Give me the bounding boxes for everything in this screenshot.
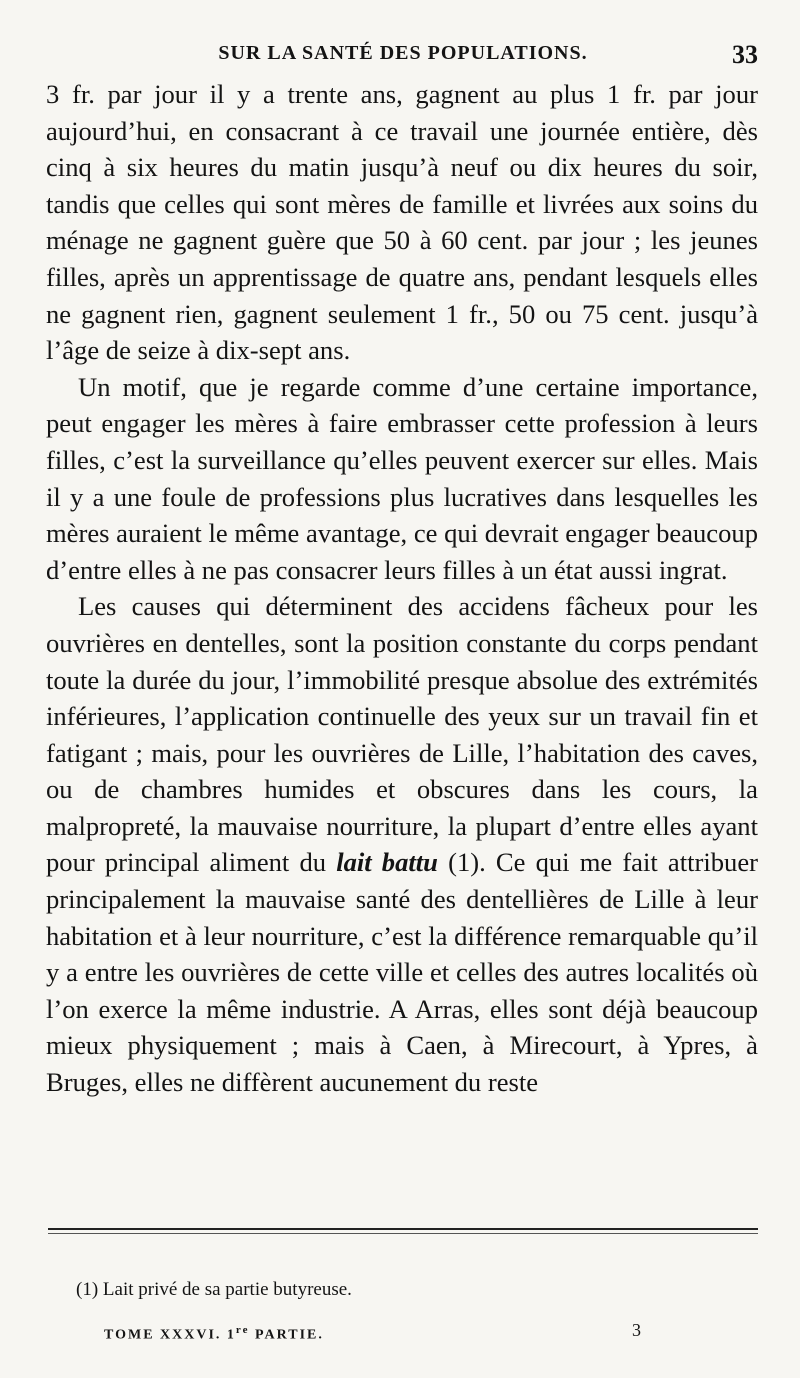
footnote: (1) Lait privé de sa partie butyreuse. [76, 1279, 352, 1300]
signature-part-label: PARTIE. [255, 1327, 324, 1343]
page-number: 33 [732, 40, 758, 69]
running-title: SUR LA SANTÉ DES POPULATIONS. [218, 42, 588, 64]
paragraph-3-after: (1). Ce qui me fait attribuer principalement la mauvaise santé des dentellières de Lille à leur habitation et à leur nourriture, c’est la différence remarquable qu’il y a entre les ouvrières de cette ville et celles des autres localités où l’on exerce la même industrie. A Arras, elles sont déjà beaucoup mieux physiquement ; mais à Caen, à Mirecourt, à Ypres, à Bruges, elles ne diffèrent aucunement du reste [46, 847, 758, 1098]
signature-part-sup: re [235, 1324, 250, 1336]
paragraph-2: Un motif, que je regarde comme d’une certaine importance, peut engager les mères à faire embrasser cette profession à leurs filles, c’est la surveillance qu’elles peuvent exercer sur elles. Mais il y a une foule de professions plus lucratives dans lesquelles les mères auraient le même avantage, ce qui devrait engager beaucoup d’entre elles à ne pas consacrer leurs filles à un état aussi ingrat. [46, 371, 758, 585]
signature-line [104, 1324, 324, 1344]
signature-part-number: 1 [226, 1327, 236, 1343]
signature-tome: TOME XXXVI. [104, 1327, 222, 1343]
paragraph-3 [46, 588, 758, 1100]
emphasis-lait-battu: lait battu [336, 847, 438, 878]
paragraph-3-before: Les causes qui déterminent des accidens fâcheux pour les ouvrières en dentelles, sont la position constante du corps pendant toute la durée du jour, l’immobilité presque absolue des extrémités inférieures, l’application continuelle des yeux sur un travail fin et fatigant ; mais, pour les ouvrières de Lille, l’habitation des caves, ou de chambres humides et obscures dans les cours, la malpropreté, la mauvaise nourriture, la plupart d’entre elles ayant pour principal aliment du [46, 591, 758, 878]
running-head [48, 36, 758, 72]
paragraph-1: 3 fr. par jour il y a trente ans, gagnent au plus 1 fr. par jour aujourd’hui, en consacrant à ce travail une journée entière, dès cinq à six heures du matin jusqu’à neuf ou dix heures du soir, tandis que celles qui sont mères de famille et livrées aux soins du ménage ne gagnent guère que 50 à 60 cent. par jour ; les jeunes filles, après un apprentissage de quatre ans, pendant lesquels elles ne gagnent rien, gagnent seulement 1 fr., 50 ou 75 cent. jusqu’à l’âge de seize à dix-sept ans. [46, 79, 758, 366]
signature-sheet-number: 3 [632, 1320, 641, 1340]
footnote-divider [48, 1228, 758, 1230]
footnote-divider-thin [48, 1233, 758, 1234]
body-text [46, 76, 758, 1101]
